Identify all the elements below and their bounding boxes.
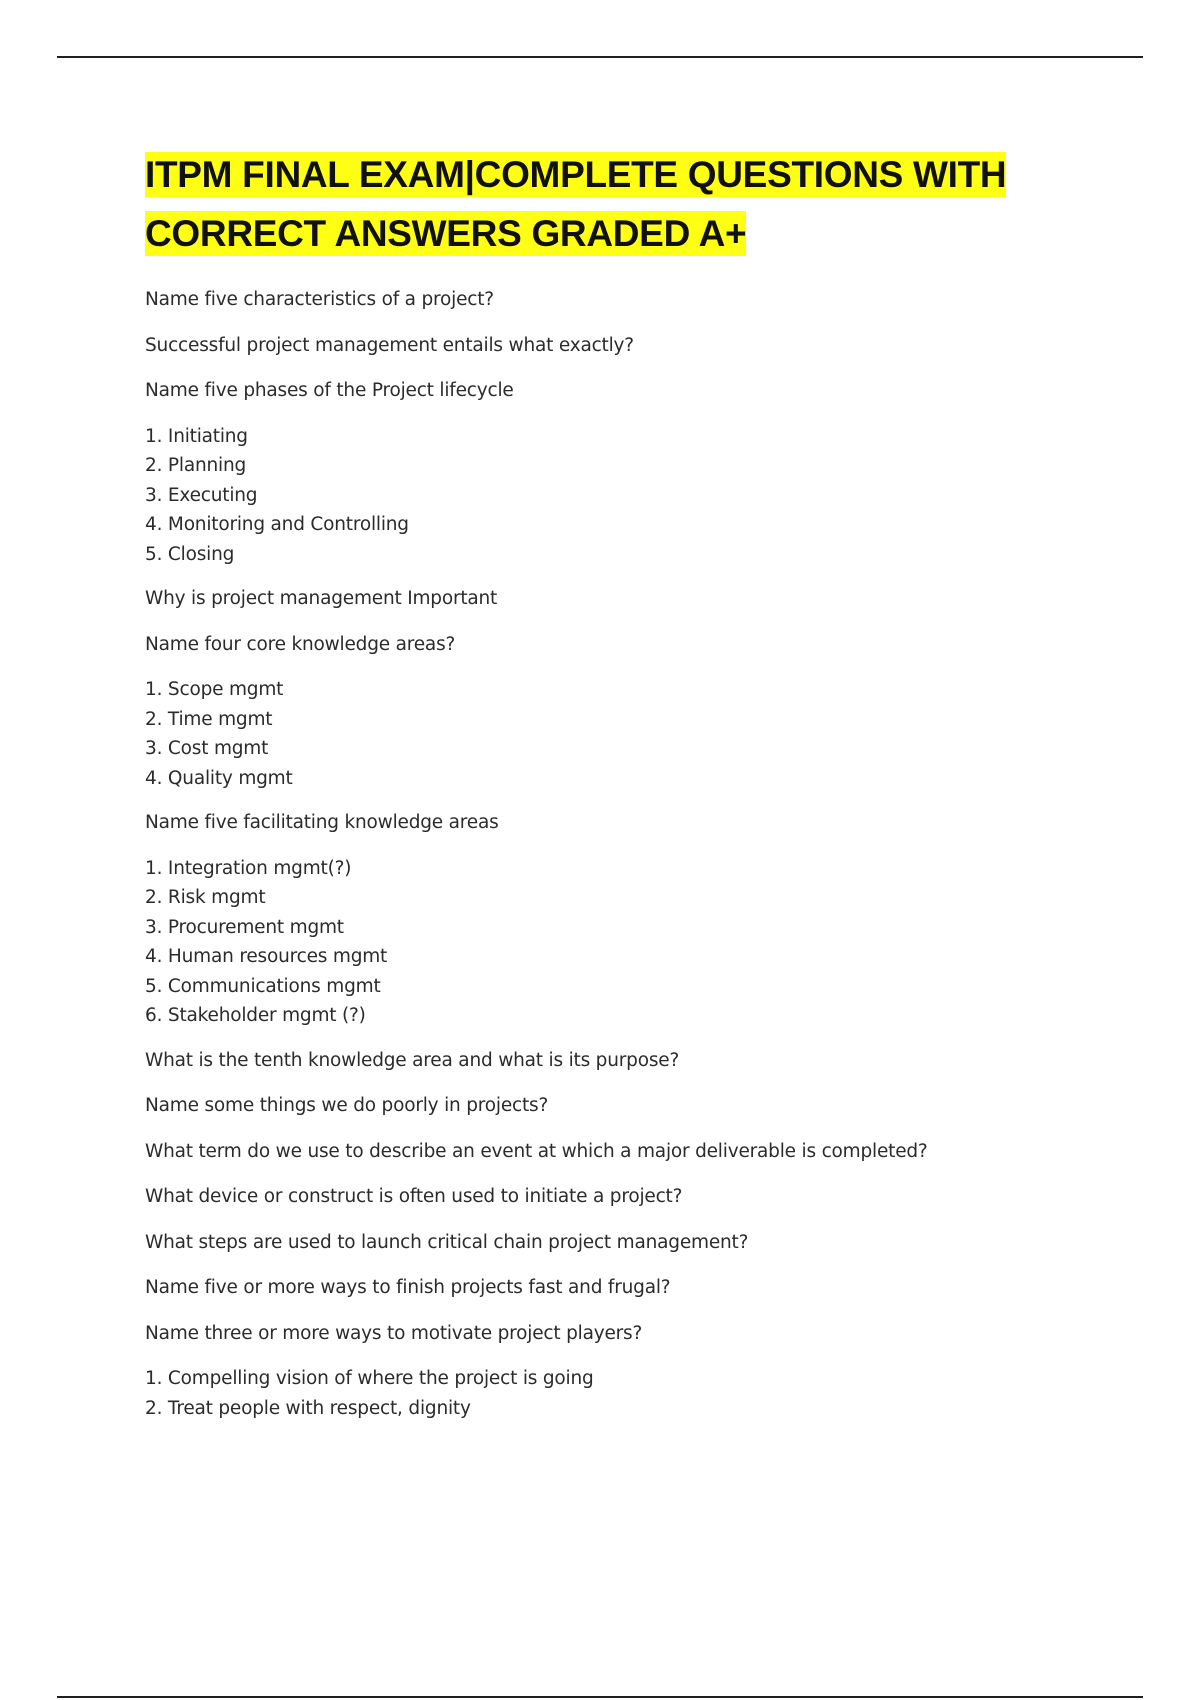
title-highlight: ITPM FINAL EXAM|COMPLETE QUESTIONS WITH CORRECT ANSWERS GRADED A+ bbox=[145, 154, 1007, 254]
answer-list-item: 5. Closing bbox=[145, 543, 235, 565]
question-text: Name some things we do poorly in projects? bbox=[145, 1095, 549, 1116]
question-text: What is the tenth knowledge area and what is its purpose? bbox=[145, 1049, 680, 1071]
question-text: What steps are used to launch critical chain project management? bbox=[145, 1231, 749, 1253]
answer-list-item: 3. Executing bbox=[145, 484, 258, 506]
answer-list-item: 2. Planning bbox=[145, 455, 247, 476]
answer-list-item: 3. Cost mgmt bbox=[145, 738, 269, 759]
answer-list-item: 1. Integration mgmt(?) bbox=[145, 857, 352, 879]
answer-list bbox=[145, 422, 1085, 570]
answer-list bbox=[145, 854, 1085, 1031]
question-text: Name five phases of the Project lifecycle bbox=[145, 380, 514, 401]
question-list bbox=[145, 285, 1085, 1423]
answer-list-item: 4. Monitoring and Controlling bbox=[145, 514, 409, 535]
question-text: What term do we use to describe an event at which a major deliverable is completed? bbox=[145, 1140, 928, 1162]
document-title bbox=[145, 145, 1085, 263]
answer-list-item: 4. Human resources mgmt bbox=[145, 946, 388, 967]
document-body bbox=[145, 145, 1085, 1438]
answer-list bbox=[145, 675, 1085, 793]
answer-list-item: 5. Communications mgmt bbox=[145, 975, 381, 997]
question-text: Why is project management Important bbox=[145, 588, 498, 609]
answer-list-item: 2. Time mgmt bbox=[145, 708, 273, 730]
answer-list-item: 6. Stakeholder mgmt (?) bbox=[145, 1005, 366, 1026]
answer-list-item: 1. Initiating bbox=[145, 425, 248, 447]
answer-list-item: 3. Procurement mgmt bbox=[145, 916, 344, 938]
question-text: Name five characteristics of a project? bbox=[145, 289, 494, 310]
question-text: Name five facilitating knowledge areas bbox=[145, 812, 499, 833]
answer-list bbox=[145, 1364, 1085, 1423]
answer-list-item: 2. Treat people with respect, dignity bbox=[145, 1397, 471, 1419]
question-text: What device or construct is often used to initiate a project? bbox=[145, 1186, 683, 1207]
answer-list-item: 4. Quality mgmt bbox=[145, 767, 293, 789]
answer-list-item: 2. Risk mgmt bbox=[145, 887, 266, 908]
answer-list-item: 1. Compelling vision of where the project is going bbox=[145, 1368, 594, 1389]
top-rule bbox=[57, 56, 1143, 58]
question-text: Name three or more ways to motivate project players? bbox=[145, 1322, 643, 1344]
question-text: Successful project management entails what exactly? bbox=[145, 334, 634, 356]
answer-list-item: 1. Scope mgmt bbox=[145, 679, 284, 700]
bottom-rule bbox=[57, 1696, 1143, 1698]
question-text: Name five or more ways to finish projects fast and frugal? bbox=[145, 1277, 671, 1298]
question-text: Name four core knowledge areas? bbox=[145, 633, 456, 655]
